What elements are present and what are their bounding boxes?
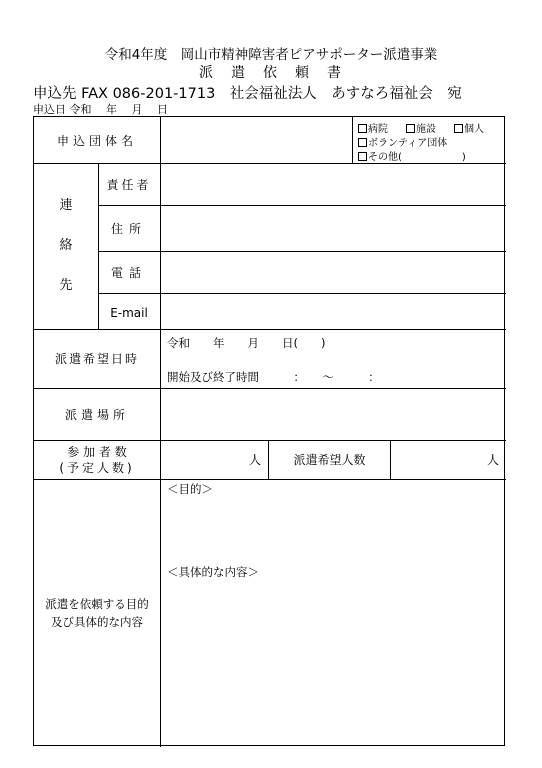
dispatch-count-label: 派遣希望人数 <box>293 453 366 467</box>
applicant-org-label: 申込団体名 <box>56 133 137 148</box>
column-divider <box>352 117 353 163</box>
form-title: 令和4年度 岡山市精神障害者ピアサポーター派遣事業 <box>104 47 438 63</box>
org-type-individual[interactable]: 個人 <box>454 120 484 135</box>
form-subtitle: 派 遣 依 頼 書 <box>199 65 343 81</box>
desired-date-label: 派遣希望日時 <box>54 352 139 366</box>
content-heading: ＜具体的な内容＞ <box>167 565 259 579</box>
address-field[interactable] <box>161 206 505 250</box>
address-label: 住所 <box>110 221 147 236</box>
purpose-label: 派遣を依頼する目的 及び具体的な内容 <box>45 597 149 629</box>
checkbox-icon <box>406 124 415 133</box>
phone-label: 電話 <box>110 265 147 280</box>
org-type-volunteer[interactable]: ボランティア団体 <box>358 134 447 149</box>
org-type-facility[interactable]: 施設 <box>406 120 436 135</box>
request-form-table <box>33 116 505 746</box>
destination-line: 申込先 FAX 086-201-1713 社会福祉法人 あすなろ福祉会 宛 <box>33 86 462 102</box>
org-type-hospital[interactable]: 病院 <box>358 120 388 135</box>
purpose-heading: ＜目的＞ <box>167 482 213 496</box>
phone-field[interactable] <box>161 252 505 292</box>
dispatch-place-field[interactable] <box>161 389 505 439</box>
checkbox-icon <box>358 152 367 161</box>
participants-label: 参 加 者 数 (予定人数) <box>59 444 135 475</box>
email-label: E-mail <box>110 306 148 320</box>
purpose-field[interactable] <box>161 497 505 557</box>
dispatch-place-label: 派遣場所 <box>64 407 129 422</box>
contact-label: 連 絡 先 <box>59 198 73 293</box>
checkbox-icon <box>358 138 367 147</box>
participants-count-field[interactable]: 人 <box>248 453 261 467</box>
email-field[interactable] <box>161 294 505 328</box>
application-date: 申込日 令和 年 月 日 <box>33 103 168 116</box>
dispatch-count-field[interactable]: 人 <box>486 453 499 467</box>
responsible-field[interactable] <box>161 164 505 204</box>
checkbox-icon <box>358 124 367 133</box>
time-range-field[interactable]: 開始及び終了時間 ： 〜 ： <box>167 370 380 384</box>
applicant-org-field[interactable] <box>161 118 351 162</box>
org-type-other[interactable]: その他( ) <box>358 148 466 163</box>
desired-date-field[interactable]: 令和 年 月 日( ) <box>167 336 326 350</box>
checkbox-icon <box>454 124 463 133</box>
content-field[interactable] <box>161 582 505 742</box>
responsible-label: 責任者 <box>106 177 152 192</box>
